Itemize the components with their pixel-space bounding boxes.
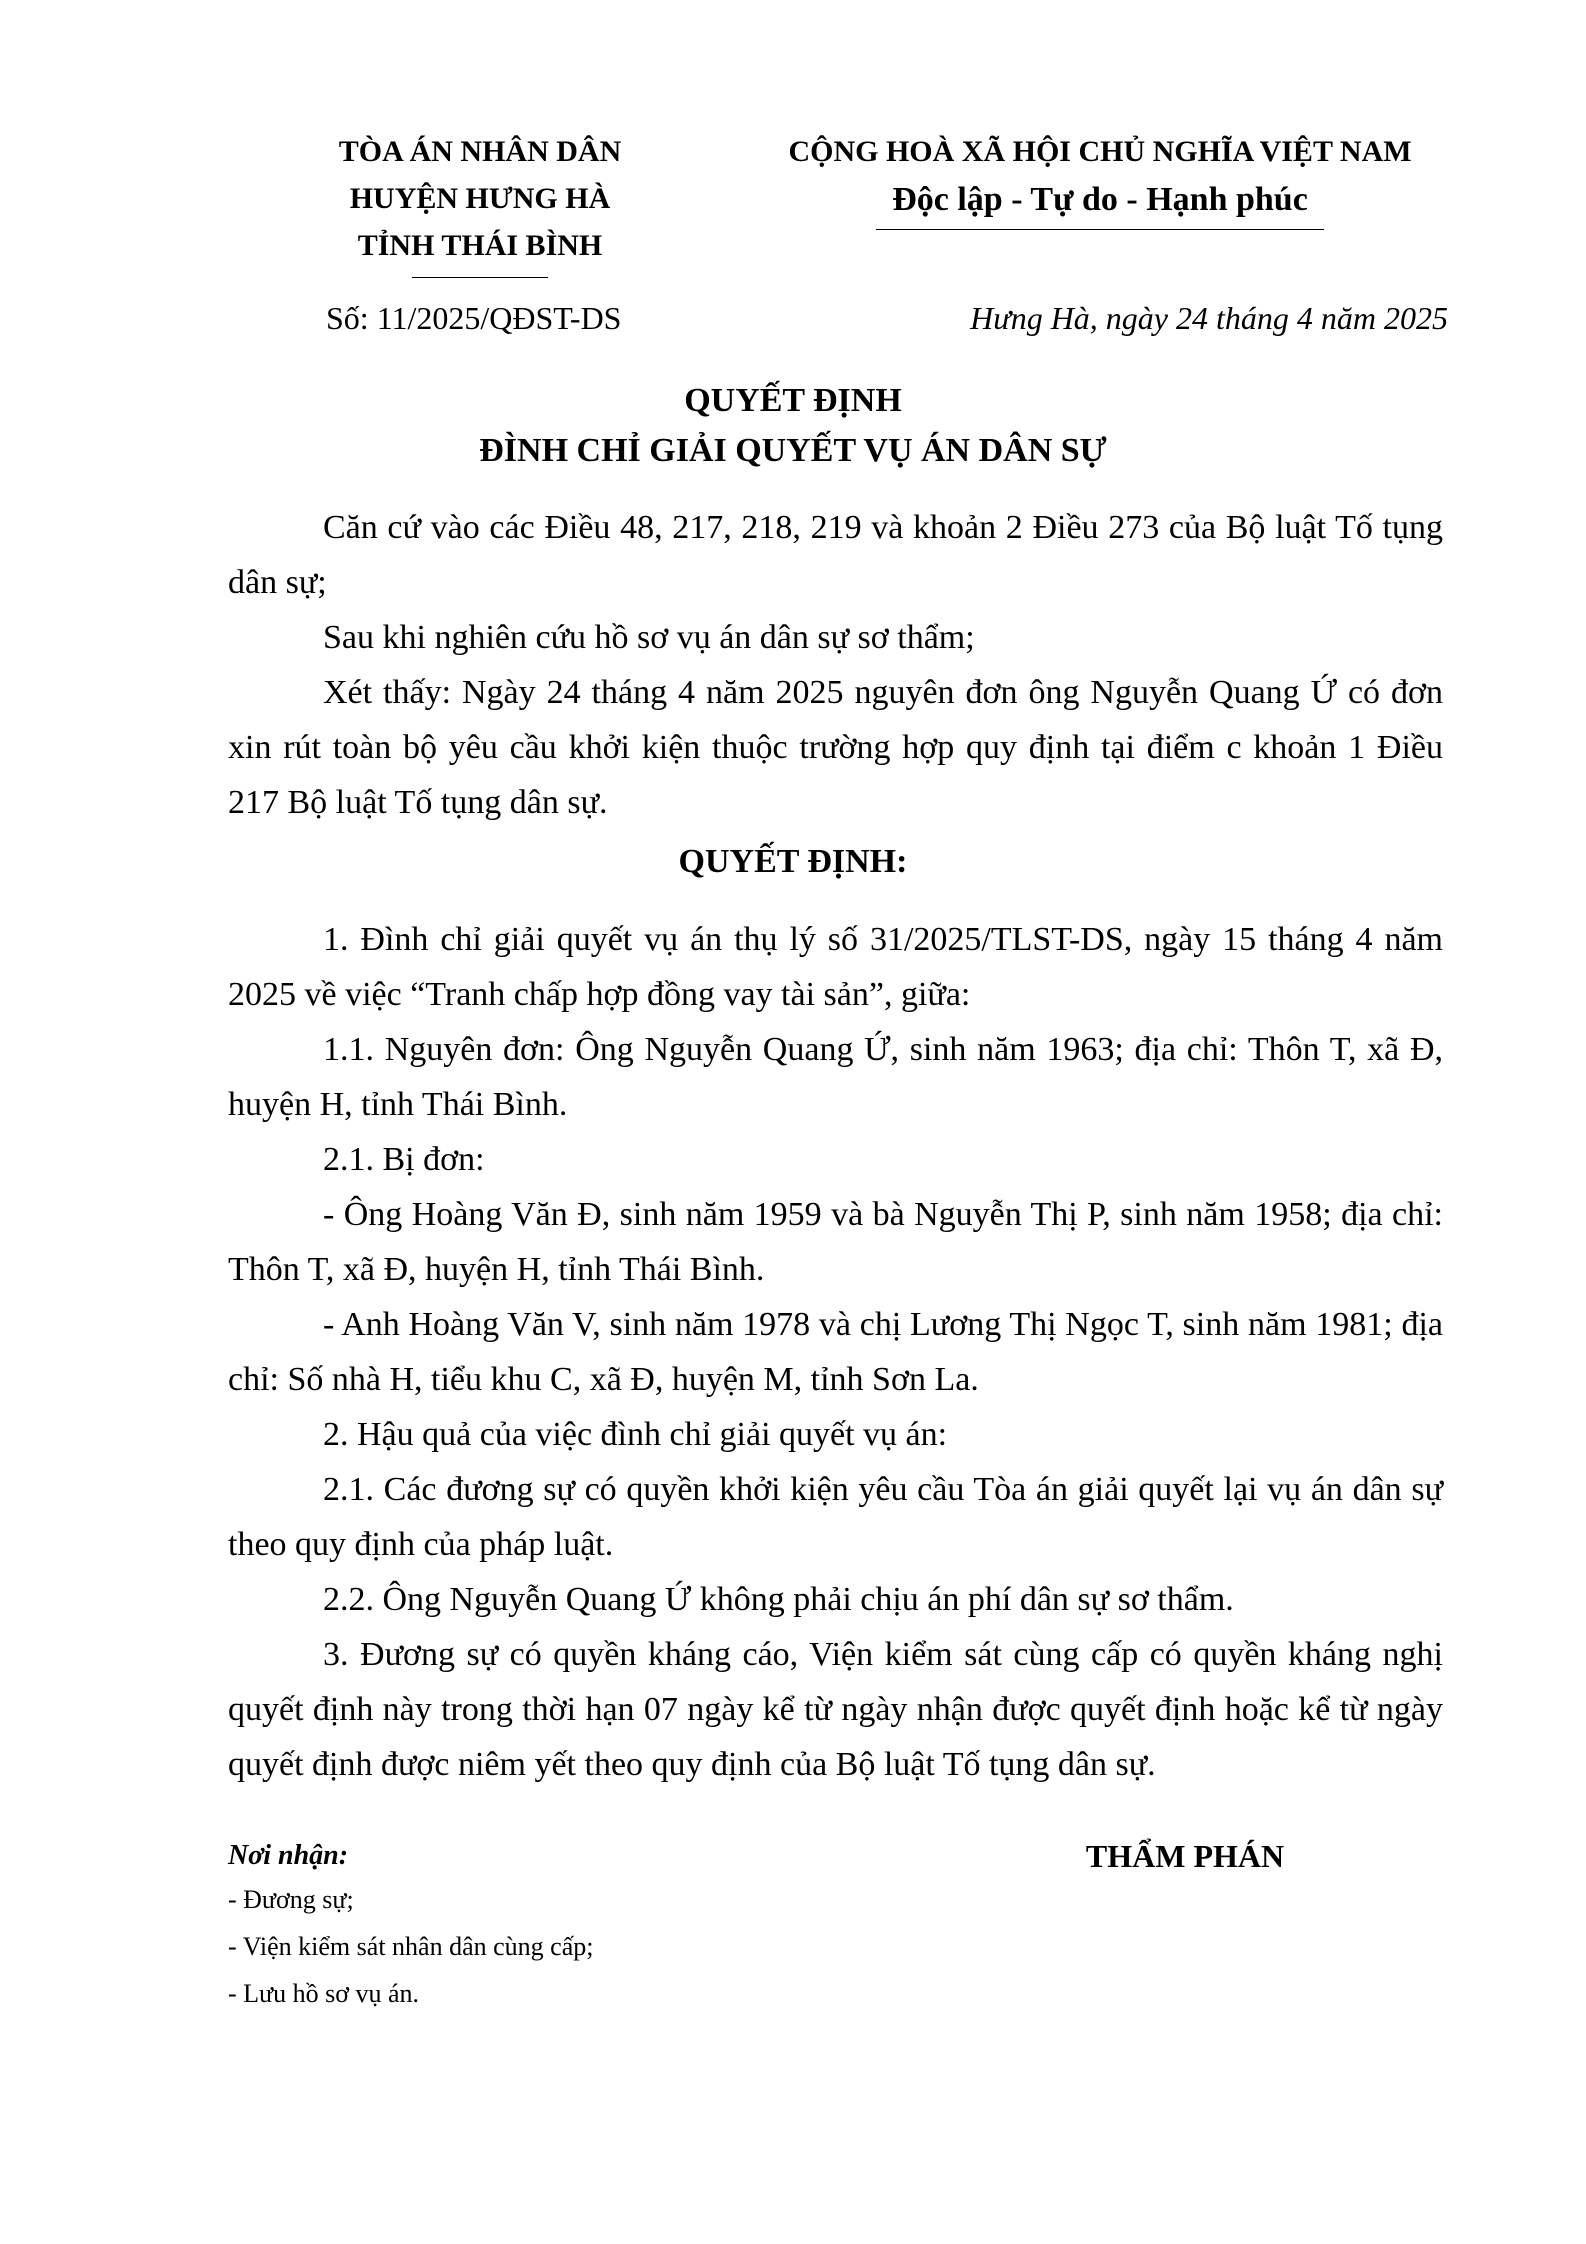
document-number: Số: 11/2025/QĐST-DS xyxy=(326,300,622,336)
recipients-block xyxy=(228,1836,828,2017)
decision-item: - Ông Hoàng Văn Đ, sinh năm 1959 và bà Nguyễn Thị P, sinh năm 1958; địa chỉ: Thôn T, xã Đ, huyện H, tỉnh Thái Bình. xyxy=(228,1196,1443,1288)
decision-item: 3. Đương sự có quyền kháng cáo, Viện kiểm sát cùng cấp có quyền kháng nghị quyết định này trong thời hạn 07 ngày kể từ ngày nhận được quyết định hoặc kể từ ngày quyết định được niêm yết theo quy định của Bộ luật Tố tụng dân sự. xyxy=(228,1636,1443,1783)
decision-heading: QUYẾT ĐỊNH: xyxy=(678,843,908,880)
decision-item: 2.2. Ông Nguyễn Quang Ứ không phải chịu án phí dân sự sơ thẩm. xyxy=(323,1581,1234,1618)
recipient-item: - Lưu hồ sơ vụ án. xyxy=(228,1979,420,2008)
court-underline xyxy=(412,277,548,278)
recipients-title: Nơi nhận: xyxy=(228,1840,349,1871)
national-header xyxy=(740,128,1460,230)
place-date: Hưng Hà, ngày 24 tháng 4 năm 2025 xyxy=(970,300,1448,336)
decision-item: 2. Hậu quả của việc đình chỉ giải quyết vụ án: xyxy=(323,1416,948,1453)
court-header xyxy=(300,128,660,278)
signature-role: THẨM PHÁN xyxy=(1085,1838,1285,1874)
nation-name: CỘNG HOÀ XÃ HỘI CHỦ NGHĨA VIỆT NAM xyxy=(788,135,1412,168)
decision-item: - Anh Hoàng Văn V, sinh năm 1978 và chị Lương Thị Ngọc T, sinh năm 1981; địa chỉ: Số nhà H, tiểu khu C, xã Đ, huyện M, tỉnh Sơn La. xyxy=(228,1306,1443,1398)
national-motto: Độc lập - Tự do - Hạnh phúc xyxy=(892,181,1308,218)
decision-item: 2.1. Các đương sự có quyền khởi kiện yêu cầu Tòa án giải quyết lại vụ án dân sự theo quy định của pháp luật. xyxy=(228,1471,1443,1563)
document-subtitle: ĐÌNH CHỈ GIẢI QUYẾT VỤ ÁN DÂN SỰ xyxy=(479,432,1107,469)
decision-item: 1.1. Nguyên đơn: Ông Nguyễn Quang Ứ, sinh năm 1963; địa chỉ: Thôn T, xã Đ, huyện H, tỉnh Thái Bình. xyxy=(228,1031,1443,1123)
recipient-item: - Đương sự; xyxy=(228,1885,354,1914)
preamble-finding: Xét thấy: Ngày 24 tháng 4 năm 2025 nguyên đơn ông Nguyễn Quang Ứ có đơn xin rút toàn bộ yêu cầu khởi kiện thuộc trường hợp quy định tại điểm c khoản 1 Điều 217 Bộ luật Tố tụng dân sự. xyxy=(228,674,1443,821)
preamble-review: Sau khi nghiên cứu hồ sơ vụ án dân sự sơ thẩm; xyxy=(323,619,975,656)
decision-item: 1. Đình chỉ giải quyết vụ án thụ lý số 31/2025/TLST-DS, ngày 15 tháng 4 năm 2025 về việc “Tranh chấp hợp đồng vay tài sản”, giữa: xyxy=(228,921,1443,1013)
court-district: HUYỆN HƯNG HÀ xyxy=(349,182,611,215)
court-name: TÒA ÁN NHÂN DÂN xyxy=(338,135,622,168)
motto-underline xyxy=(876,229,1324,230)
preamble-legal-basis: Căn cứ vào các Điều 48, 217, 218, 219 và khoản 2 Điều 273 của Bộ luật Tố tụng dân sự; xyxy=(228,509,1443,601)
decision-item: 2.1. Bị đơn: xyxy=(323,1141,485,1178)
court-province: TỈNH THÁI BÌNH xyxy=(357,229,603,262)
document-title: QUYẾT ĐỊNH xyxy=(684,382,902,419)
preamble xyxy=(228,500,1443,830)
decision-body xyxy=(228,912,1443,1792)
recipient-item: - Viện kiểm sát nhân dân cùng cấp; xyxy=(228,1932,594,1961)
